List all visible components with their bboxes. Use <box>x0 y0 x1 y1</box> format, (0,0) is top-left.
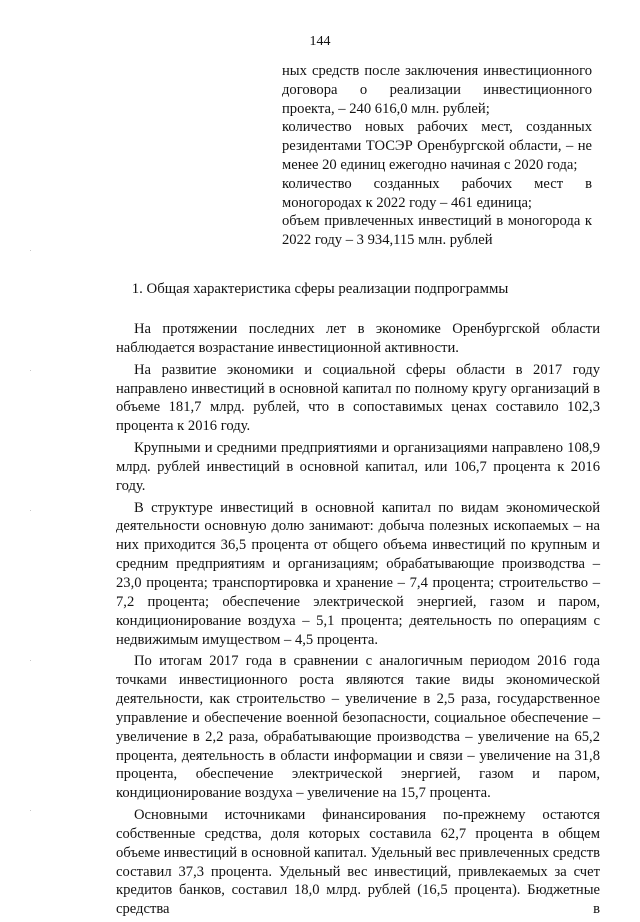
paragraph-investment-2017: На развитие экономики и социальной сферы области в 2017 году направлено инвестиций в основной капитал по полному кругу организаций в объеме 181,7 млрд. рублей, что в сопоставимых ценах составило 102,3 процента к 2016 году. <box>116 361 600 435</box>
indicator-investments-monotowns: объем привлеченных инвестиций в моногорода к 2022 году – 3 934,115 млн. рублей <box>282 213 592 249</box>
paragraph-financing-sources: Основными источниками финансирования по-прежнему остаются собственные средства, доля которых составила 62,7 процента в общем объеме инвестиций в основной капитал. Удельный вес привлеченных средств составил 37,3 процента. Удельный вес инвестиций, привлекаемых за счет кредитов банков, составил 18,0 млрд. рублей (16,5 процента). Бюджетные средства в <box>116 807 600 918</box>
paragraph-large-enterprises: Крупными и средними предприятиями и организациями направлено 108,9 млрд. рублей инвестиций в основной капитал, или 106,7 процента к 2016 году. <box>116 440 600 494</box>
section-body <box>116 320 600 922</box>
scan-margin-marks <box>30 250 36 890</box>
indicator-investment-volume: ных средств после заключения инвестиционного договора о реализации инвестиционного проекта, – 240 616,0 млн. рублей; <box>282 63 592 117</box>
target-indicators-list <box>282 62 592 250</box>
paragraph-growth-points: По итогам 2017 года в сравнении с аналогичным периодом 2016 года точками инвестиционного роста являются такие виды экономической деятельности, как строительство – увеличение в 2,5 раза, государственное управление и обеспечение военной безопасности, социальное обеспечение – увеличение в 2,2 раза, обрабатывающие производства – увеличение на 65,2 процента, деятельность в области информации и связи – увеличение на 31,8 процента, обеспечение электрической энергией, газом и паром, кондиционирование воздуха – увеличение на 15,7 процента. <box>116 653 600 802</box>
paragraph-investment-activity: На протяжении последних лет в экономике Оренбургской области наблюдается возрастание инвестиционной активности. <box>116 321 600 356</box>
paragraph-investment-structure: В структуре инвестиций в основной капитал по видам экономической деятельности основную долю занимают: добыча полезных ископаемых – на них приходится 36,5 процента от общего объема инвестиций по крупным и средним предприятиям и организациям; обрабатывающие производства – 23,0 процента; транспортировка и хранение – 7,4 процента; строительство – 7,2 процента; обеспечение электрической энергией, газом и паром, кондиционирование воздуха – 5,1 процента; деятельность по операциям с недвижимым имуществом – 4,5 процента. <box>116 499 600 648</box>
indicator-jobs-monotowns: количество созданных рабочих мест в моногородах к 2022 году – 461 единица; <box>282 175 592 211</box>
page-number: 144 <box>309 34 331 49</box>
section-title: 1. Общая характеристика сферы реализации подпрограммы <box>131 281 509 297</box>
indicator-new-jobs-residents: количество новых рабочих мест, созданных резидентами ТОСЭР Оренбургской области, – не менее 20 единиц ежегодно начиная с 2020 года; <box>282 119 592 173</box>
